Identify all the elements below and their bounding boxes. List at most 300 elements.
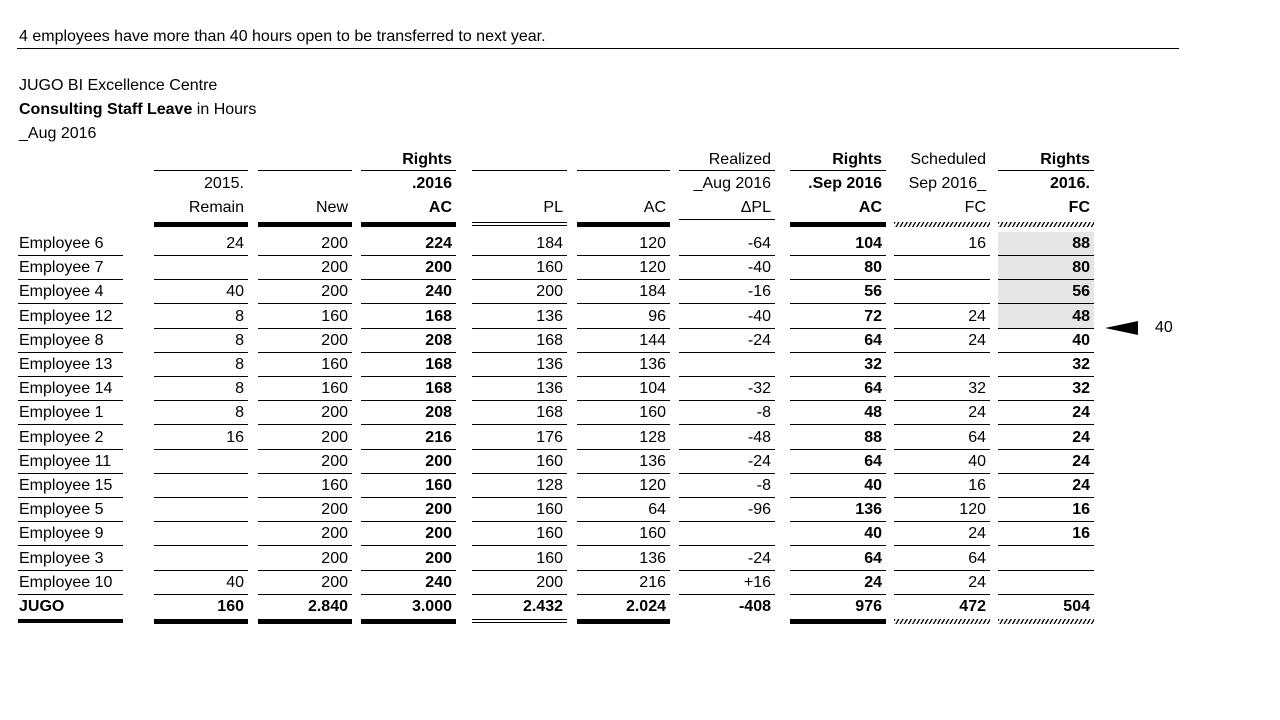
row-rule bbox=[998, 473, 1094, 474]
row-rule bbox=[258, 279, 352, 280]
cell-scheduled: 64 bbox=[968, 428, 986, 446]
total-rule-ac bbox=[577, 619, 670, 624]
row-rule bbox=[998, 352, 1094, 353]
row-rule bbox=[258, 255, 352, 256]
row-rule bbox=[577, 545, 670, 546]
cell-rights2016: 216 bbox=[425, 428, 452, 446]
cell-ac: 96 bbox=[648, 307, 666, 325]
cell-rights2016: 224 bbox=[425, 235, 452, 252]
cell-remain2015: 8 bbox=[235, 356, 244, 373]
row-label: Employee 2 bbox=[19, 428, 104, 446]
threshold-value: 40 bbox=[1155, 319, 1173, 336]
row-rule bbox=[790, 497, 886, 498]
row-rule bbox=[998, 424, 1094, 425]
row-rule bbox=[361, 400, 456, 401]
row-rule bbox=[790, 570, 886, 571]
total-label: JUGO bbox=[19, 598, 65, 615]
row-rule bbox=[361, 328, 456, 329]
cell-delta: -8 bbox=[756, 477, 771, 494]
row-rule bbox=[577, 594, 670, 595]
cell-rightsSep: 64 bbox=[864, 331, 882, 349]
row-rule bbox=[154, 352, 248, 353]
threshold-pointer-icon bbox=[1105, 321, 1138, 335]
row-rule bbox=[361, 545, 456, 546]
cell-pl: 136 bbox=[536, 356, 563, 373]
row-rule bbox=[154, 424, 248, 425]
row-label: Employee 9 bbox=[19, 525, 104, 543]
cell-delta bbox=[679, 355, 771, 375]
header-rights2016-3: AC bbox=[428, 199, 452, 216]
header-rule bbox=[577, 170, 670, 171]
row-rule bbox=[258, 376, 352, 377]
cell-ac: 120 bbox=[639, 235, 666, 252]
header-new-1 bbox=[258, 150, 348, 170]
row-rule bbox=[679, 497, 775, 498]
total-rightsSep: 976 bbox=[855, 598, 882, 615]
cell-delta: -24 bbox=[747, 452, 771, 470]
header-scheduled-3: FC bbox=[964, 199, 986, 216]
cell-ac: 216 bbox=[639, 573, 666, 591]
cell-rightsSep: 32 bbox=[864, 356, 882, 373]
row-rule bbox=[361, 497, 456, 498]
row-rule bbox=[258, 545, 352, 546]
row-rule bbox=[472, 521, 567, 522]
row-rule bbox=[998, 521, 1094, 522]
total-rule-pl bbox=[472, 619, 567, 623]
header-ac-3: AC bbox=[643, 199, 666, 216]
cell-pl: 160 bbox=[536, 549, 563, 567]
header-new-2 bbox=[258, 174, 348, 194]
row-rule bbox=[790, 424, 886, 425]
cell-scheduled: 16 bbox=[968, 477, 986, 494]
cell-delta: -32 bbox=[747, 380, 771, 398]
row-rule bbox=[472, 545, 567, 546]
cell-rightsFC: 24 bbox=[1072, 404, 1090, 422]
row-rule bbox=[361, 376, 456, 377]
total-rightsFC: 504 bbox=[1063, 598, 1090, 615]
row-rule bbox=[154, 376, 248, 377]
cell-pl: 200 bbox=[536, 283, 563, 301]
header-rule bbox=[258, 170, 352, 171]
row-rule bbox=[154, 594, 248, 595]
cell-scheduled: 120 bbox=[959, 501, 986, 519]
row-rule bbox=[679, 255, 775, 256]
cell-rights2016: 168 bbox=[425, 356, 452, 373]
row-rule bbox=[472, 279, 567, 280]
cell-rightsFC: 32 bbox=[1072, 380, 1090, 398]
row-label: Employee 5 bbox=[19, 501, 104, 519]
header-delta-3: ΔPL bbox=[740, 199, 771, 216]
total-rule-scheduled bbox=[894, 619, 990, 624]
row-rule bbox=[790, 545, 886, 546]
cell-pl: 184 bbox=[536, 235, 563, 252]
total-rights2016: 3.000 bbox=[411, 598, 452, 615]
header-remain2015-1 bbox=[154, 150, 244, 170]
cell-delta: -96 bbox=[747, 501, 771, 519]
row-rule bbox=[258, 521, 352, 522]
cell-ac: 160 bbox=[639, 525, 666, 543]
row-rule bbox=[361, 255, 456, 256]
total-rule-rights2016 bbox=[361, 619, 456, 624]
cell-rights2016: 168 bbox=[425, 380, 452, 398]
row-rule bbox=[894, 328, 990, 329]
row-rule bbox=[577, 255, 670, 256]
cell-new: 200 bbox=[321, 573, 348, 591]
total-ac: 2.024 bbox=[625, 598, 666, 615]
cell-rightsSep: 40 bbox=[864, 477, 882, 494]
cell-scheduled: 24 bbox=[968, 307, 986, 325]
cell-rights2016: 240 bbox=[425, 283, 452, 301]
row-rule bbox=[790, 279, 886, 280]
cell-rightsFC: 56 bbox=[1072, 283, 1090, 301]
row-rule bbox=[472, 424, 567, 425]
row-rule bbox=[790, 303, 886, 304]
row-rule bbox=[679, 279, 775, 280]
cell-rightsSep: 56 bbox=[864, 283, 882, 301]
row-rule bbox=[18, 545, 123, 546]
row-label: Employee 14 bbox=[19, 380, 113, 398]
cell-rights2016: 200 bbox=[425, 452, 452, 470]
cell-scheduled: 24 bbox=[968, 573, 986, 591]
row-rule bbox=[258, 424, 352, 425]
row-rule bbox=[998, 449, 1094, 450]
header-delta-1: Realized bbox=[708, 151, 771, 168]
row-rule bbox=[18, 352, 123, 353]
row-rule bbox=[258, 328, 352, 329]
cell-rightsSep: 72 bbox=[864, 307, 882, 325]
row-rule bbox=[894, 497, 990, 498]
row-rule bbox=[577, 376, 670, 377]
row-rule bbox=[361, 424, 456, 425]
cell-new: 200 bbox=[321, 428, 348, 446]
cell-delta: -40 bbox=[747, 307, 771, 325]
cell-scheduled: 16 bbox=[968, 235, 986, 252]
row-rule bbox=[154, 279, 248, 280]
row-rule bbox=[790, 400, 886, 401]
total-remain2015: 160 bbox=[217, 598, 244, 615]
row-rule bbox=[894, 352, 990, 353]
row-rule bbox=[894, 570, 990, 571]
row-rule bbox=[998, 303, 1094, 304]
row-rule bbox=[472, 473, 567, 474]
header-delta-2: _Aug 2016 bbox=[693, 175, 771, 192]
cell-delta: -48 bbox=[747, 428, 771, 446]
row-rule bbox=[154, 545, 248, 546]
row-label: Employee 1 bbox=[19, 404, 104, 422]
cell-scheduled: 24 bbox=[968, 404, 986, 422]
cell-new: 200 bbox=[321, 549, 348, 567]
row-rule bbox=[258, 352, 352, 353]
row-rule bbox=[894, 303, 990, 304]
cell-rights2016: 240 bbox=[425, 573, 452, 591]
cell-scheduled bbox=[894, 282, 986, 302]
row-rule bbox=[258, 570, 352, 571]
header-rule bbox=[154, 170, 248, 171]
row-rule bbox=[577, 328, 670, 329]
row-rule bbox=[998, 255, 1094, 256]
header-rule-scheduled bbox=[894, 222, 990, 227]
row-rule bbox=[998, 328, 1094, 329]
row-rule bbox=[472, 497, 567, 498]
row-rule bbox=[790, 449, 886, 450]
row-rule bbox=[894, 594, 990, 595]
row-rule bbox=[361, 279, 456, 280]
header-rule-remain2015 bbox=[154, 222, 248, 227]
row-rule bbox=[577, 352, 670, 353]
cell-delta: -24 bbox=[747, 549, 771, 567]
cell-ac: 144 bbox=[639, 331, 666, 349]
header-rule bbox=[998, 170, 1094, 171]
row-rule bbox=[894, 255, 990, 256]
row-rule bbox=[790, 594, 886, 595]
cell-delta: -64 bbox=[747, 235, 771, 252]
row-rule bbox=[894, 545, 990, 546]
row-rule bbox=[577, 303, 670, 304]
cell-new: 200 bbox=[321, 259, 348, 277]
row-rule bbox=[258, 594, 352, 595]
row-rule bbox=[577, 497, 670, 498]
row-rule bbox=[577, 279, 670, 280]
cell-remain2015: 8 bbox=[235, 307, 244, 325]
row-rule bbox=[577, 473, 670, 474]
row-label: Employee 7 bbox=[19, 259, 104, 277]
row-rule bbox=[154, 400, 248, 401]
cell-rights2016: 208 bbox=[425, 404, 452, 422]
row-rule bbox=[679, 303, 775, 304]
row-rule bbox=[18, 279, 123, 280]
cell-pl: 160 bbox=[536, 501, 563, 519]
cell-scheduled: 32 bbox=[968, 380, 986, 398]
row-rule bbox=[154, 497, 248, 498]
total-rule-rightsSep bbox=[790, 619, 886, 624]
row-rule bbox=[18, 400, 123, 401]
cell-rights2016: 200 bbox=[425, 525, 452, 543]
cell-rightsFC: 24 bbox=[1072, 452, 1090, 470]
header-rightsFC-1: Rights bbox=[1040, 151, 1090, 168]
row-rule bbox=[18, 255, 123, 256]
row-label: Employee 3 bbox=[19, 549, 104, 567]
header-rights2016-1: Rights bbox=[402, 151, 452, 168]
cell-pl: 200 bbox=[536, 573, 563, 591]
row-rule bbox=[361, 473, 456, 474]
total-rule-remain2015 bbox=[154, 619, 248, 624]
row-rule bbox=[679, 400, 775, 401]
header-remain2015-3: Remain bbox=[188, 199, 244, 216]
header-rule-rights2016 bbox=[361, 222, 456, 227]
row-rule bbox=[998, 570, 1094, 571]
row-rule bbox=[679, 328, 775, 329]
header-rule-rightsFC bbox=[998, 222, 1094, 227]
row-rule bbox=[361, 570, 456, 571]
row-rule bbox=[679, 594, 775, 595]
cell-rightsFC: 24 bbox=[1072, 428, 1090, 446]
row-rule bbox=[18, 594, 123, 595]
row-rule bbox=[154, 255, 248, 256]
row-rule bbox=[361, 449, 456, 450]
header-ac-1 bbox=[577, 150, 666, 170]
header-scheduled-2: Sep 2016_ bbox=[908, 175, 986, 192]
cell-new: 200 bbox=[321, 525, 348, 543]
report-period: _Aug 2016 bbox=[19, 125, 97, 142]
cell-pl: 176 bbox=[536, 428, 563, 446]
cell-rightsSep: 64 bbox=[864, 549, 882, 567]
row-rule bbox=[679, 570, 775, 571]
row-rule bbox=[472, 303, 567, 304]
cell-remain2015: 8 bbox=[235, 380, 244, 398]
cell-remain2015: 8 bbox=[235, 404, 244, 422]
row-rule bbox=[18, 449, 123, 450]
header-scheduled-1: Scheduled bbox=[910, 151, 986, 168]
cell-remain2015: 8 bbox=[235, 331, 244, 349]
header-rightsFC-3: FC bbox=[1068, 199, 1090, 216]
row-rule bbox=[998, 400, 1094, 401]
row-rule bbox=[472, 328, 567, 329]
row-rule bbox=[154, 473, 248, 474]
cell-pl: 160 bbox=[536, 525, 563, 543]
cell-scheduled: 64 bbox=[968, 549, 986, 567]
total-pl: 2.432 bbox=[522, 598, 563, 615]
row-rule bbox=[577, 400, 670, 401]
row-rule bbox=[361, 521, 456, 522]
cell-remain2015: 24 bbox=[226, 235, 244, 252]
summary-message: 4 employees have more than 40 hours open to be transferred to next year. bbox=[19, 28, 546, 45]
cell-rightsSep: 88 bbox=[864, 428, 882, 446]
cell-rights2016: 200 bbox=[425, 259, 452, 277]
total-rule-new bbox=[258, 619, 352, 624]
cell-scheduled: 40 bbox=[968, 452, 986, 470]
cell-ac: 136 bbox=[639, 452, 666, 470]
cell-rightsSep: 64 bbox=[864, 380, 882, 398]
header-pl-1 bbox=[472, 150, 563, 170]
row-rule bbox=[679, 352, 775, 353]
row-rule bbox=[472, 255, 567, 256]
row-rule bbox=[154, 521, 248, 522]
row-rule bbox=[361, 594, 456, 595]
cell-ac: 120 bbox=[639, 477, 666, 494]
cell-rightsFC bbox=[998, 573, 1090, 593]
total-rule-rightsFC bbox=[998, 619, 1094, 624]
cell-pl: 168 bbox=[536, 331, 563, 349]
row-rule bbox=[894, 400, 990, 401]
cell-ac: 64 bbox=[648, 501, 666, 519]
cell-rightsSep: 40 bbox=[864, 525, 882, 543]
cell-delta bbox=[679, 524, 771, 544]
row-label: Employee 8 bbox=[19, 331, 104, 349]
row-rule bbox=[998, 594, 1094, 595]
row-rule bbox=[18, 376, 123, 377]
cell-new: 160 bbox=[321, 307, 348, 325]
row-rule bbox=[577, 449, 670, 450]
row-rule bbox=[18, 473, 123, 474]
row-rule bbox=[998, 376, 1094, 377]
total-rule bbox=[18, 619, 123, 623]
header-rightsSep-1: Rights bbox=[832, 151, 882, 168]
cell-scheduled: 24 bbox=[968, 525, 986, 543]
row-rule bbox=[790, 255, 886, 256]
report-title-bold: Consulting Staff Leave bbox=[19, 101, 193, 118]
row-rule bbox=[679, 424, 775, 425]
total-new: 2.840 bbox=[307, 598, 348, 615]
cell-rightsFC: 16 bbox=[1072, 501, 1090, 519]
cell-ac: 104 bbox=[639, 380, 666, 398]
row-rule bbox=[472, 352, 567, 353]
row-rule bbox=[258, 497, 352, 498]
header-rule-new bbox=[258, 222, 352, 227]
row-rule bbox=[154, 303, 248, 304]
cell-new: 200 bbox=[321, 235, 348, 252]
row-rule bbox=[894, 521, 990, 522]
cell-rights2016: 200 bbox=[425, 549, 452, 567]
row-label: Employee 13 bbox=[19, 356, 113, 373]
cell-rights2016: 168 bbox=[425, 307, 452, 325]
cell-rightsFC: 16 bbox=[1072, 525, 1090, 543]
cell-delta: -8 bbox=[756, 404, 771, 422]
cell-remain2015 bbox=[154, 524, 244, 544]
row-label: Employee 6 bbox=[19, 235, 104, 252]
row-rule bbox=[154, 449, 248, 450]
row-rule bbox=[18, 570, 123, 571]
cell-delta: -40 bbox=[747, 259, 771, 277]
header-rightsSep-2: .Sep 2016 bbox=[808, 175, 882, 192]
row-rule bbox=[18, 497, 123, 498]
cell-remain2015 bbox=[154, 476, 244, 496]
row-rule bbox=[154, 328, 248, 329]
row-rule bbox=[577, 570, 670, 571]
row-rule bbox=[258, 449, 352, 450]
row-rule bbox=[998, 279, 1094, 280]
row-rule bbox=[577, 521, 670, 522]
cell-rightsFC: 80 bbox=[1072, 259, 1090, 277]
row-rule bbox=[472, 376, 567, 377]
header-pl-2 bbox=[472, 174, 563, 194]
row-rule bbox=[258, 400, 352, 401]
header-rule bbox=[790, 170, 886, 171]
cell-new: 200 bbox=[321, 331, 348, 349]
row-rule bbox=[18, 424, 123, 425]
row-label: Employee 12 bbox=[19, 307, 113, 325]
row-rule bbox=[894, 279, 990, 280]
cell-ac: 160 bbox=[639, 404, 666, 422]
cell-pl: 160 bbox=[536, 259, 563, 277]
row-rule bbox=[894, 424, 990, 425]
row-rule bbox=[258, 473, 352, 474]
row-rule bbox=[18, 521, 123, 522]
row-rule bbox=[998, 497, 1094, 498]
cell-rightsSep: 80 bbox=[864, 259, 882, 277]
row-rule bbox=[790, 352, 886, 353]
cell-new: 160 bbox=[321, 477, 348, 494]
row-rule bbox=[577, 424, 670, 425]
row-rule bbox=[790, 473, 886, 474]
row-rule bbox=[472, 449, 567, 450]
row-label: Employee 11 bbox=[19, 452, 112, 470]
header-new-3: New bbox=[315, 199, 348, 216]
cell-new: 160 bbox=[321, 356, 348, 373]
cell-pl: 160 bbox=[536, 452, 563, 470]
row-rule bbox=[154, 570, 248, 571]
cell-delta: -16 bbox=[747, 283, 771, 301]
cell-rightsSep: 64 bbox=[864, 452, 882, 470]
cell-pl: 136 bbox=[536, 380, 563, 398]
row-rule bbox=[361, 352, 456, 353]
cell-scheduled bbox=[894, 355, 986, 375]
cell-remain2015: 16 bbox=[226, 428, 244, 446]
header-rightsSep-3: AC bbox=[858, 199, 882, 216]
cell-scheduled bbox=[894, 258, 986, 278]
cell-new: 200 bbox=[321, 452, 348, 470]
org-name: JUGO BI Excellence Centre bbox=[19, 77, 218, 94]
row-rule bbox=[790, 521, 886, 522]
